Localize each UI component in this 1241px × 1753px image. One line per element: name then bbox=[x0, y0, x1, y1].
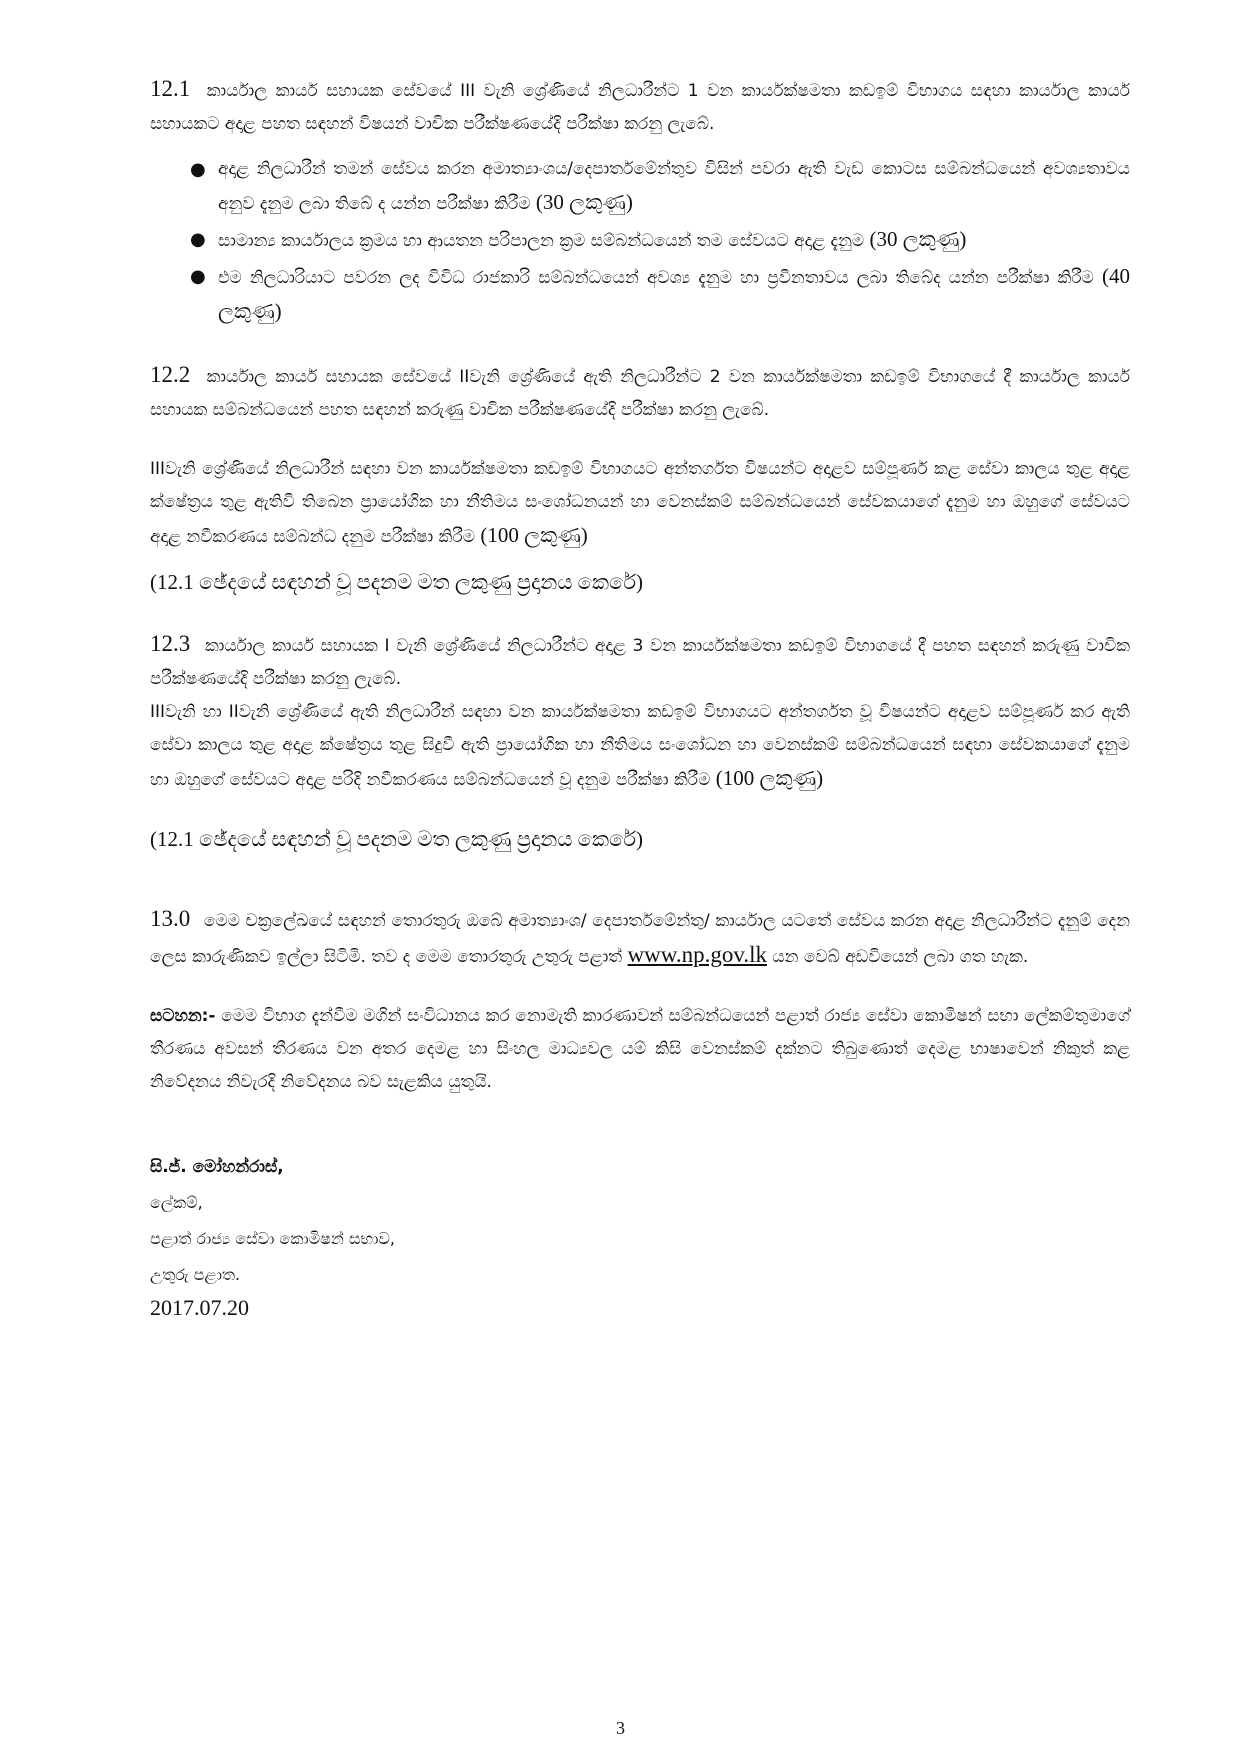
note-text: මෙම විභාග දැන්වීම මගින් සංවිධානය කර නොමැති කාරණාවන් සම්බන්ධයෙන් පළාත් රාජ්‍ය සේවා කොමිෂන් සභා ලේකම්තුමාගේ තීරණය අවසන් තීරණය වන අතර දෙමළ හා සිංහල මාධ්‍යවල යම් කිසි වෙනස්කම් දක්නට තිබුණොත් දෙමළ භාෂාවෙන් නිකුත් කළ නිවේදනය නිවැරදි නිවේදනය බව සැළකිය යුතුයි. bbox=[150, 1006, 1131, 1092]
section-12-3 bbox=[150, 627, 1130, 696]
section-13-0 bbox=[150, 902, 1130, 974]
section-12-2-reference bbox=[150, 566, 1130, 601]
criterion-marks: (40 ලකුණු) bbox=[218, 264, 1131, 323]
section-number: 12.1 bbox=[150, 76, 191, 101]
website-link[interactable]: www.np.gov.lk bbox=[627, 942, 767, 967]
detail-marks: (100 ලකුණු) bbox=[480, 523, 588, 547]
section-text-after: යන වෙබ් අඩවියෙන් ලබා ගත හැක. bbox=[772, 947, 1029, 967]
page-number: 3 bbox=[616, 1718, 625, 1738]
reference-text: (12.1 ඡේදයේ සඳහන් වූ පදනම මත ලකුණු ප්‍රදානය කෙරේ) bbox=[150, 827, 643, 851]
reference-text: (12.1 ඡේදයේ සඳහන් වූ පදනම මත ලකුණු ප්‍රදානය කෙරේ) bbox=[150, 570, 643, 594]
note bbox=[150, 1000, 1130, 1099]
bullet-icon: ● bbox=[190, 159, 206, 180]
list-item bbox=[150, 260, 1130, 330]
section-12-2 bbox=[150, 358, 1130, 427]
section-number: 12.2 bbox=[150, 362, 191, 387]
signature-block bbox=[150, 1149, 1130, 1323]
section-number: 12.3 bbox=[150, 631, 191, 656]
criterion-text: සාමාන්‍ය කාර්යාලය ක්‍රමය හා ආයතන පරිපාලන ක්‍රම සම්බන්ධයෙන් තම සේවයට අදාළ දැනුම bbox=[218, 231, 865, 251]
bullet-icon: ● bbox=[190, 266, 206, 287]
detail-text: IIIවැනි හා IIවැනි ශ්‍රේණියේ ඇති නිලධාරීන් සඳහා වන කාර්යක්ෂමතා කඩඉම් විභාගයට අන්තර්ගත වූ විෂයන්ට අදාළව සම්පූර්ණ කර ඇති සේවා කාලය තුළ අදාළ ක්ෂේත්‍රය තුළ සිදුවී ඇති ප්‍රායෝගික හා නීතිමය සංශෝධන හා වෙනස්කම් සම්බන්ධයෙන් සඳහා සේවකයාගේ දැනුම හා ඔහුගේ සේවයට අදාළ පරිදි නවීකරණය සම්බන්ධයෙන් වූ දනුම පරීක්ෂා කිරීම bbox=[150, 702, 1130, 790]
criteria-list bbox=[150, 153, 1130, 330]
document-date: 2017.07.20 bbox=[150, 1295, 249, 1320]
section-12-3-detail bbox=[150, 696, 1130, 797]
signatory-title: ලේකම්, bbox=[150, 1193, 203, 1212]
list-item bbox=[150, 223, 1130, 258]
note-label: සටහන:- bbox=[150, 1006, 216, 1026]
signatory-organization: පළාත් රාජ්‍ය සේවා කොමිෂන් සභාව, bbox=[150, 1229, 395, 1248]
bullet-icon: ● bbox=[190, 229, 206, 250]
section-12-1 bbox=[150, 72, 1130, 141]
signatory-name: සි.ජ්. මෝහන්රාස්, bbox=[150, 1157, 284, 1177]
detail-marks: (100 ලකුණු) bbox=[715, 766, 824, 790]
section-text: කාර්යාල කාර්ය සහායක සේවයේ III වැනි ශ්‍රේණියේ නිලධාරීන්ට 1 වන කාර්යක්ෂමතා කඩඉම් විභාගය සඳහා කාර්යාල කාර්ය සහායකට අදාළ පහත සඳහන් විෂයන් වාචික පරීක්ෂණයේදි පරීක්ෂා කරනු ලැබේ. bbox=[150, 81, 1130, 134]
criterion-text: අදාළ නිලධාරීන් තමන් සේවය කරන අමාත්‍යාංශය/දෙපාර්තමේන්තුව විසින් පවරා ඇති වැඩ කොටස සම්බන්ධයෙන් අවශ්‍යතාවය අනුව දැනුම ලබා තිබේ ද යන්න පරීක්ෂා කිරීම bbox=[218, 159, 1130, 214]
section-text: මෙම චක්‍රලේඛයේ සඳහන් තොරතුරු ඔබේ අමාත්‍යාංශ/ දෙපාර්තමේන්තු/ කාර්යාල යටතේ සේවය කරන අදාළ නිලධාරීන්ට දැනුම් දෙන ලෙස කාරුණිකව ඉල්ලා සිටිමි. තව ද මෙම තොරතුරු උතුරු පළාත් bbox=[150, 911, 1130, 967]
document-body bbox=[150, 72, 1130, 1323]
section-text: කාර්යාල කාර්ය සහායක I වැනි ශ්‍රේණියේ නිලධාරීන්ට අදාළ 3 වන කාර්යක්ෂමතා කඩඉම් විභාගයේ දී පහත සඳහන් කරුණු වාචික පරීක්ෂණයේදි පරීක්ෂා කරනු ලැබේ. bbox=[150, 636, 1130, 689]
detail-text: IIIවැනි ශ්‍රේණියේ නිලධාරීන් සඳහා වන කාර්යක්ෂමතා කඩඉම් විභාගයට අන්තර්ගත විෂයන්ට අදාළව සම්පූර්ණ කළ සේවා කාලය තුළ අදාළ ක්ෂේත්‍රය තුළ ඇතිවී තිබෙන ප්‍රායෝගික හා නීතිමය සංශෝධනයන් හා වෙනස්කම් සම්බන්ධයෙන් සේවකයාගේ දැනුම හා ඔහුගේ සේවයට අදාළ නවීකරණය සම්බන්ධ දනුම පරීක්ෂා කිරීම bbox=[150, 459, 1130, 547]
section-12-3-reference bbox=[150, 823, 1130, 858]
list-item bbox=[150, 153, 1130, 221]
criterion-marks: (30 ලකුණු) bbox=[869, 227, 967, 251]
criterion-text: එම නිලධාරියාට පවරන ලද විවිධ රාජකාරි සම්බන්ධයෙන් අවශ්‍ය දැනුම හා ප්‍රවීනතාවය ලබා තිබේද යන්න පරීක්ෂා කිරීම bbox=[218, 268, 1094, 288]
criterion-marks: (30 ලකුණු) bbox=[535, 190, 633, 214]
section-number: 13.0 bbox=[150, 906, 191, 931]
section-12-2-detail bbox=[150, 453, 1130, 554]
signatory-province: උතුරු පළාත. bbox=[150, 1265, 241, 1284]
section-text: කාර්යාල කාර්ය සහායක සේවයේ IIවැනි ශ්‍රේණියේ ඇති නිලධාරීන්ට 2 වන කාර්යක්ෂමතා කඩඉම් විභාගයේ දී කාර්යාල කාර්ය සහායක සම්බන්ධයෙන් පහත සඳහන් කරුණු වාචික පරීක්ෂණයේදි පරීක්ෂා කරනු ලැබේ. bbox=[150, 367, 1130, 420]
